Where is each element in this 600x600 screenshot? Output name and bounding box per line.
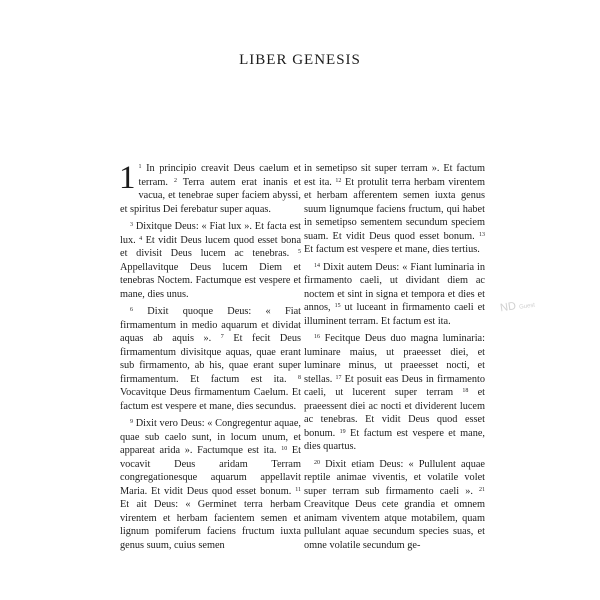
watermark — [499, 298, 535, 315]
verse-number: 6 — [130, 307, 133, 313]
verse-number: 3 — [130, 222, 133, 228]
verse-number: 2 — [173, 177, 177, 184]
verse-text: Et factum est vespere et mane, dies quartus. — [304, 427, 486, 452]
verse-number: 14 — [314, 262, 320, 269]
verse-number: 4 — [139, 235, 143, 242]
verse-number: 9 — [130, 419, 133, 425]
verse-text: Terra autem erat inanis et vacua, et tenebrae super faciem abyssi, et spiritus Dei ferebatur super aquas. — [120, 176, 302, 215]
paragraph-v20 — [304, 458, 485, 553]
verse-number: 20 — [314, 459, 320, 466]
left-column — [120, 162, 301, 552]
verse-text: Et vidit Deus lucem quod esset bona et divisit Deus lucem ac tenebras. — [120, 234, 302, 259]
right-column — [304, 162, 485, 552]
verse-text: ut luceant in firmamento caeli et illuminent terram. Et factum est ita. — [304, 302, 485, 327]
verse-number: 16 — [314, 334, 320, 340]
verse-number: 18 — [462, 388, 469, 394]
chapter-number: 1 — [119, 160, 136, 196]
verse-text: Vocavitque Deus firmamentum Caelum. Et factum est vespere et mane, dies secundus. — [120, 387, 301, 412]
verse-text: Creavitque Deus cete grandia et omnem animam viventem atque motabilem, quam pullulant aquae secundum species suas, et omne volatile secundum ge- — [304, 499, 485, 551]
verse-text: Et ait Deus: « Germinet terra herbam virentem et herbam facientem semen et lignum pomiferum faciens fructum iuxta genus suum, cuius semen — [120, 499, 301, 551]
paragraph-v14 — [304, 261, 485, 329]
verse-text: Dixit vero Deus: « Congregentur aquae, quae sub caelo sunt, in locum unum, et appareat arida ». Factumque est ita. — [120, 418, 301, 456]
paragraph-v3 — [120, 220, 301, 301]
verse-text: Dixit quoque Deus: « Fiat firmamentum in medio aquarum et dividat aquas ab aquis ». — [120, 306, 301, 344]
paragraph-v11-cont — [304, 162, 485, 257]
verse-number: 21 — [479, 486, 485, 493]
paragraph-v9 — [120, 417, 301, 552]
verse-text: Et factum est vespere et mane, dies tertius. — [304, 244, 480, 255]
verse-number: 10 — [281, 446, 288, 452]
watermark-subtext: Guest — [518, 302, 536, 311]
verse-text: Dixitque Deus: « Fiat lux ». Et facta est lux. — [120, 221, 301, 246]
paragraph-v6 — [120, 305, 301, 413]
verse-text: in semetipso sit super terram ». Et factum est ita. — [304, 163, 485, 188]
verse-number: 15 — [334, 303, 341, 309]
verse-number: 1 — [138, 164, 142, 170]
verse-text: Dixit autem Deus: « Fiant luminaria in firmamento caeli, ut dividant diem ac noctem et sint in signa et tempora et dies et annos, — [304, 261, 485, 313]
paragraph-v1 — [120, 162, 301, 216]
verse-number: 13 — [479, 231, 486, 238]
watermark-text: ND — [499, 300, 517, 315]
verse-number: 11 — [295, 486, 301, 493]
verse-text: Et fecit Deus firmamentum divisitque aquas, quae erant sub firmamento, ab his, quae erant super firmamentum. Et factum est ita. — [120, 333, 302, 385]
verse-text: et praeessent diei ac nocti et dividerent lucem ac tenebras. Et vidit Deus quod esset bonum. — [304, 387, 485, 439]
verse-number: 19 — [339, 428, 346, 435]
verse-text: Et protulit terra herbam virentem et herbam afferentem semen iuxta genus suum lignumque faciens fructum, qui habet in semetipso sementem secundum speciem suam. Et vidit Deus quod esset bonum. — [304, 176, 485, 242]
book-title: LIBER GENESIS — [239, 52, 361, 68]
verse-number: 12 — [335, 177, 342, 184]
verse-text: Et vocavit Deus aridam Terram congregationesque aquarum appellavit Maria. Et vidit Deus quod esset bonum. — [120, 445, 302, 497]
paragraph-v16 — [304, 332, 485, 454]
verse-number: 5 — [298, 249, 301, 255]
verse-number: 7 — [220, 334, 224, 340]
verse-text: Fecitque Deus duo magna luminaria: luminare maius, ut praeesset diei, et luminare minus, ut praeesset nocti, et stellas. — [304, 333, 485, 385]
verse-number: 17 — [335, 374, 342, 381]
verse-text: Appellavitque Deus lucem Diem et tenebras Noctem. Factumque est vespere et mane, dies unus. — [120, 261, 301, 300]
verse-text: In principio creavit Deus caelum et terram. — [138, 163, 301, 188]
verse-text: Dixit etiam Deus: « Pullulent aquae reptile animae viventis, et volatile volet super terram sub firmamento caeli ». — [304, 458, 486, 497]
verse-text: Et posuit eas Deus in firmamento caeli, ut lucerent super terram — [304, 373, 486, 398]
verse-number: 8 — [298, 374, 301, 381]
